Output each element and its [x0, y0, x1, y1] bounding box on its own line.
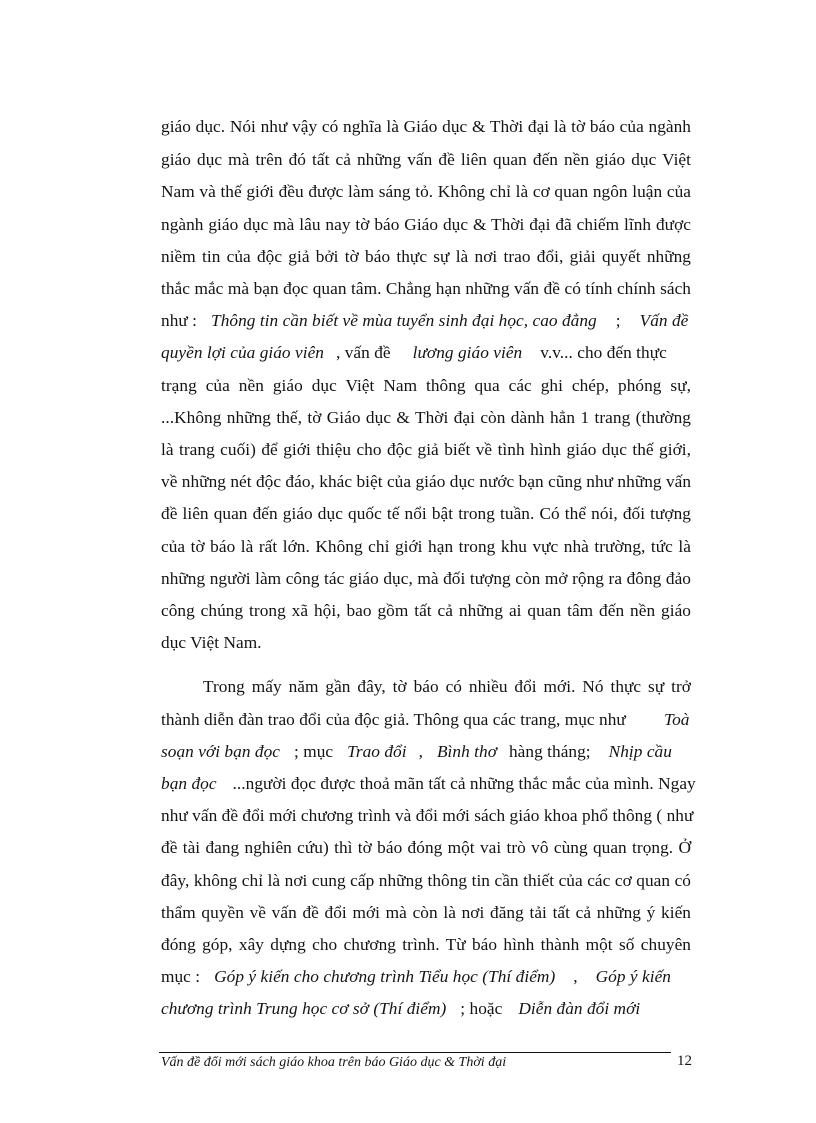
body-line: [161, 304, 691, 337]
page-number: 12: [677, 1053, 692, 1069]
body-line: Nam và thế giới đều được làm sáng tỏ. Không chỉ là cơ quan ngôn luận của: [161, 182, 691, 202]
paragraph-first-line: Trong mấy năm gần đây, tờ báo có nhiều đổi mới. Nó thực sự trở: [203, 677, 691, 697]
italic-title: quyền lợi của giáo viên: [161, 343, 324, 363]
body-line: đóng góp, xây dựng cho chương trình. Từ báo hình thành một số chuyên: [161, 934, 691, 954]
italic-title: soạn với bạn đọc: [161, 741, 280, 761]
body-line: ...Không những thế, tờ Giáo dục & Thời đại còn dành hẳn 1 trang (thường: [161, 407, 691, 427]
body-line: là trang cuối) để giới thiệu cho độc giả biết về tình hình giáo dục thế giới,: [161, 439, 691, 459]
text-run: ;: [615, 311, 621, 331]
italic-title: Góp ý kiến cho chương trình Tiểu học (Thí điểm): [214, 967, 556, 987]
body-line: thành diễn đàn trao đổi của độc giả. Thông qua các trang, mục như: [161, 709, 626, 729]
footer-title: Vấn đề đổi mới sách giáo khoa trên báo Giáo dục & Thời đại: [161, 1055, 507, 1070]
body-line: trạng của nền giáo dục Việt Nam thông qua các ghi chép, phóng sự,: [161, 375, 691, 395]
text-run: , vấn đề: [335, 343, 391, 363]
italic-title: Diễn đàn đổi mới: [518, 999, 641, 1019]
italic-title: Nhịp cầu: [608, 741, 672, 761]
text-run: như :: [161, 311, 198, 331]
italic-title: Góp ý kiến: [595, 967, 671, 987]
body-line: như vấn đề đổi mới chương trình và đổi mới sách giáo khoa phổ thông ( như: [161, 806, 694, 826]
body-line: của tờ báo là rất lớn. Không chỉ giới hạn trong khu vực nhà trường, tức là: [161, 536, 691, 556]
text-run: v.v... cho đến thực: [540, 343, 667, 363]
text-run: hàng tháng;: [508, 741, 591, 761]
body-line: [161, 767, 696, 800]
text-run: ,: [573, 967, 578, 987]
body-line: [161, 735, 691, 768]
italic-title: lương giáo viên: [412, 343, 523, 363]
body-line: thẩm quyền về vấn đề đổi mới mà còn là nơi đăng tải tất cả những ý kiến: [161, 902, 691, 922]
body-line: [161, 992, 691, 1025]
italic-title: Trao đổi: [347, 741, 407, 761]
text-run: ; mục: [293, 741, 334, 761]
body-line: đề liên quan đến giáo dục quốc tế nổi bật trong tuần. Có thể nói, đối tượng: [161, 504, 691, 524]
body-line: ngành giáo dục mà lâu nay tờ báo Giáo dục & Thời đại đã chiếm lĩnh được: [161, 214, 691, 234]
body-line: niềm tin của độc giả bởi tờ báo thực sự là nơi trao đổi, giải quyết những: [161, 246, 691, 266]
text-run: ,: [418, 741, 423, 761]
italic-title: chương trình Trung học cơ sở (Thí điểm): [161, 999, 447, 1019]
body-line: những người làm công tác giáo dục, mà đối tượng còn mở rộng ra đông đảo: [161, 568, 691, 588]
italic-title: Toà: [664, 709, 690, 729]
body-line: thắc mắc mà bạn đọc quan tâm. Chẳng hạn những vấn đề có tính chính sách: [161, 278, 691, 298]
italic-title: Vấn đề: [639, 311, 689, 331]
body-line: đề tài đang nghiên cứu) thì tờ báo đóng một vai trò vô cùng quan trọng. Ở: [161, 838, 691, 858]
text-run: mục :: [161, 967, 201, 987]
body-line: [161, 960, 691, 993]
body-line: dục Việt Nam.: [161, 633, 262, 653]
body-line: giáo dục. Nói như vậy có nghĩa là Giáo dục & Thời đại là tờ báo của ngành: [161, 117, 691, 136]
italic-title: bạn đọc: [161, 773, 217, 793]
body-line: về những nét độc đáo, khác biệt của giáo dục nước bạn cũng như những vấn: [161, 472, 692, 492]
footer-divider: [159, 1052, 671, 1053]
italic-title: Thông tin cần biết về mùa tuyển sinh đại học, cao đẳng: [211, 311, 597, 331]
italic-title: Bình thơ: [436, 741, 497, 761]
text-run: ; hoặc: [460, 999, 503, 1019]
text-run: ...người đọc được thoả mãn tất cả những thắc mắc của mình. Ngay: [232, 773, 696, 793]
body-line: công chúng trong xã hội, bao gồm tất cả những ai quan tâm đến nền giáo: [161, 600, 691, 620]
body-line: đây, không chỉ là nơi cung cấp những thông tin cần thiết của các cơ quan có: [161, 870, 691, 890]
body-line: [161, 336, 691, 369]
body-line: giáo dục mà trên đó tất cả những vấn đề liên quan đến nền giáo dục Việt: [161, 150, 691, 170]
